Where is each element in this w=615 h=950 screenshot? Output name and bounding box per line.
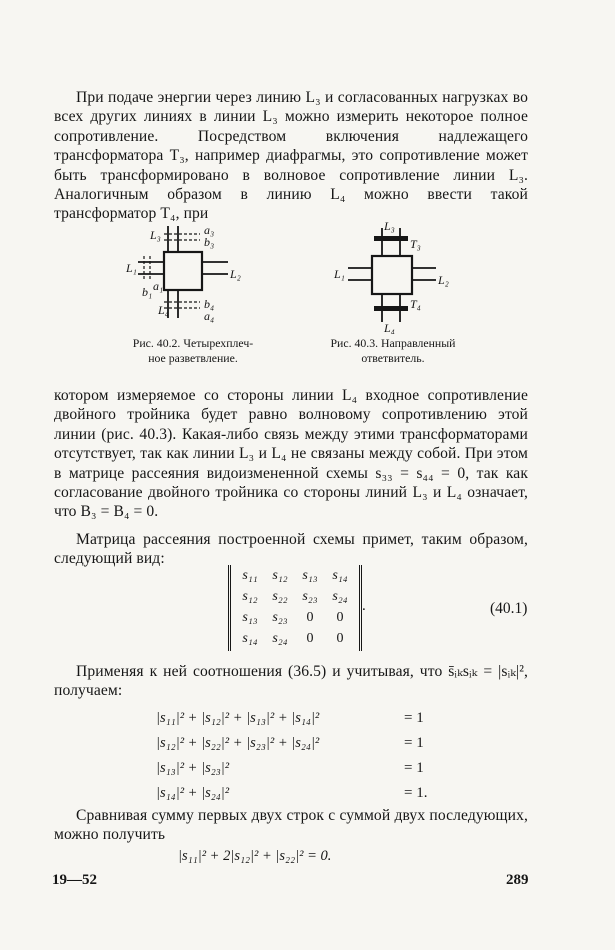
final-equation: |s₁₁|² + 2|s₁₂|² + |s₂₂|² = 0. — [178, 848, 332, 864]
matrix-cell: s₂₃ — [272, 609, 288, 625]
fig1-label-b4: b₄ — [204, 297, 215, 311]
fig2-label-l3: L₃ — [384, 222, 395, 233]
fig1-label-l4: L₄ — [158, 303, 169, 317]
matrix-cell: s₁₃ — [302, 567, 318, 583]
fig1-label-l1: L₁ — [126, 261, 137, 275]
matrix-row-3 — [231, 607, 359, 628]
fig1-label-l3: L₃ — [150, 228, 161, 242]
matrix-row-1 — [231, 565, 359, 586]
matrix-cell: s₁₁ — [242, 567, 258, 583]
figure-caption-40-2 — [108, 336, 278, 366]
figure-directional-coupler — [330, 222, 460, 334]
transformer-t3-plate — [374, 236, 408, 241]
fig2-label-t4: T₄ — [410, 297, 421, 311]
paragraph-3: Матрица рассеяния построенной схемы примет, таким образом, следующий вид: — [54, 531, 528, 568]
equation-row-3-right: = 1 — [404, 760, 424, 776]
fig2-label-l2: L₂ — [438, 273, 449, 287]
matrix-cell: s₁₄ — [242, 630, 258, 646]
caption-40-3-line1: Рис. 40.3. Направленный — [330, 336, 456, 350]
matrix-cell: s₁₂ — [272, 567, 288, 583]
equation-row-4-right: = 1. — [404, 785, 428, 801]
matrix-cell: 0 — [336, 630, 344, 646]
matrix-row-2 — [231, 586, 359, 607]
fig1-label-a1: a₁ — [153, 279, 164, 293]
paragraph-4: Применяя к ней соотношения (36.5) и учитывая, что s̄ᵢₖsᵢₖ = |sᵢₖ|², получаем: — [54, 663, 528, 700]
matrix-cell: 0 — [336, 609, 344, 625]
equation-row-2-left: |s₁₂|² + |s₂₂|² + |s₂₃|² + |s₂₄|² — [156, 735, 320, 751]
paragraph-5: Сравнивая сумму первых двух строк с суммой двух последующих, можно получить — [54, 807, 528, 844]
coupler-box — [372, 256, 412, 294]
page-number: 289 — [506, 872, 529, 888]
equation-row-1-right: = 1 — [404, 710, 424, 726]
fig1-label-a3: a₃ — [204, 223, 215, 237]
fig1-label-b1: b₁ — [142, 285, 153, 299]
matrix-cell: s₁₄ — [332, 567, 348, 583]
equation-row-2-right: = 1 — [404, 735, 424, 751]
matrix-cell: 0 — [306, 630, 314, 646]
paragraph-2: котором измеряемое со стороны линии L₄ входное сопротивление двойного тройника будет равно волновому сопротивлению этой линии (рис. 40.3). Какая-либо связь между этими трансформаторами отсутствует, так как линии L₃ и L₄ не связаны между собой. При этом в матрице рассеяния видоизмененной схемы s₃₃ = s₄₄ = 0, так как согласование двойного тройника со стороны линий L₃ и L₄ означает, что B₃ = B₄ = 0. — [54, 387, 528, 521]
matrix-cell: s₂₃ — [302, 588, 318, 604]
printer-signature: 19—52 — [52, 872, 97, 888]
fig2-label-l1: L₁ — [334, 267, 345, 281]
fig2-label-l4: L₄ — [384, 321, 395, 334]
equation-number-40-1: (40.1) — [490, 600, 528, 617]
caption-40-2-line2: ное разветвление. — [148, 351, 238, 365]
fig2-label-t3: T₃ — [410, 237, 421, 251]
figure-caption-40-3 — [308, 336, 478, 366]
matrix-cell: s₂₄ — [332, 588, 348, 604]
matrix-cell: s₁₂ — [242, 588, 258, 604]
matrix-cell: s₁₃ — [242, 609, 258, 625]
matrix-cell: s₂₄ — [272, 630, 288, 646]
equation-row-1-left: |s₁₁|² + |s₁₂|² + |s₁₃|² + |s₁₄|² — [156, 710, 320, 726]
scattering-matrix — [228, 565, 362, 651]
transformer-t4-plate — [374, 306, 408, 311]
matrix-period: . — [362, 598, 366, 614]
fig1-label-b3: b₃ — [204, 235, 215, 249]
matrix-row-4 — [231, 628, 359, 649]
equation-row-4-left: |s₁₄|² + |s₂₄|² — [156, 785, 230, 801]
figure-four-arm-junction — [120, 222, 250, 330]
caption-40-2-line1: Рис. 40.2. Четырехплеч- — [132, 336, 254, 350]
junction-box — [164, 252, 202, 290]
equation-row-3-left: |s₁₃|² + |s₂₃|² — [156, 760, 230, 776]
fig1-label-l2: L₂ — [230, 267, 241, 281]
matrix-cell: s₂₂ — [272, 588, 288, 604]
caption-40-3-line2: ответвитель. — [361, 351, 425, 365]
matrix-cell: 0 — [306, 609, 314, 625]
fig1-label-a4: a₄ — [204, 309, 215, 323]
paragraph-1: При подаче энергии через линию L₃ и согласованных нагрузках во всех других линиях в линии L₃ можно измерить некоторое полное сопротивление. Посредством включения надлежащего трансформатора T₃, например диафрагмы, это сопротивление может быть трансформировано в волновое сопротивление линии L₃. Аналогичным образом в линию L₄ можно ввести такой трансформатор T₄, при — [54, 89, 528, 223]
